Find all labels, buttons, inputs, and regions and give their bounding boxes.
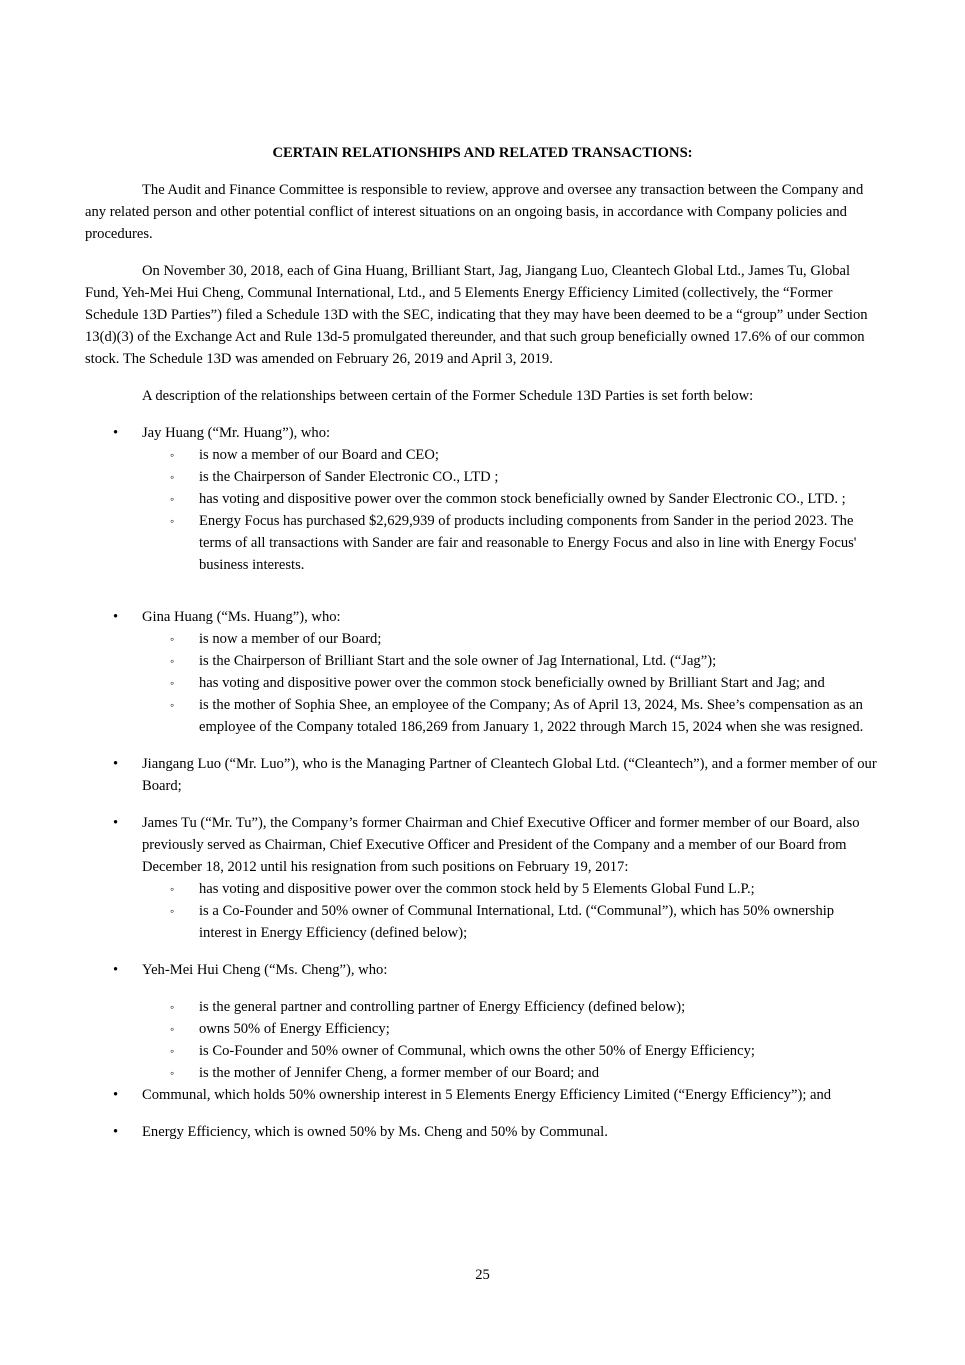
bullet-glyph: • <box>113 1087 119 1103</box>
list-item-jiangang-luo <box>85 753 880 797</box>
sub-list <box>142 878 880 944</box>
sub-item-text: is the mother of Sophia Shee, an employee of the Company; As of April 13, 2024, Ms. Shee’s compensation as an employee of the Company totaled 186,269 from January 1, 2022 through March 15, 2024 when she was resigned. <box>199 697 864 735</box>
section-title: CERTAIN RELATIONSHIPS AND RELATED TRANSACTIONS: <box>272 145 693 161</box>
sub-glyph: ◦ <box>170 676 175 690</box>
list-item-yeh-mei-hui-cheng <box>85 959 880 1084</box>
sub-glyph: ◦ <box>170 1044 175 1058</box>
sub-glyph: ◦ <box>170 882 175 896</box>
list-item-gina-huang <box>85 606 880 738</box>
sub-glyph: ◦ <box>170 1022 175 1036</box>
bullet-glyph: • <box>113 815 119 831</box>
document-page <box>85 142 880 1158</box>
bullet-glyph: • <box>113 1124 119 1140</box>
sub-item-text: is the Chairperson of Brilliant Start and the sole owner of Jag International, Ltd. (“Jag”); <box>199 653 717 669</box>
sub-item-text: has voting and dispositive power over the common stock held by 5 Elements Global Fund L.P.; <box>199 881 755 897</box>
list-item-text: James Tu (“Mr. Tu”), the Company’s former Chairman and Chief Executive Officer and former member of our Board, also previously served as Chairman, Chief Executive Officer and President of the Company and a member of our Board from December 18, 2012 until his resignation from such positions on February 19, 2017: <box>142 815 860 875</box>
sub-item-text: is the mother of Jennifer Cheng, a former member of our Board; and <box>199 1065 599 1081</box>
list-item-james-tu <box>85 812 880 944</box>
sub-item <box>142 466 880 488</box>
list-item-text: Gina Huang (“Ms. Huang”), who: <box>142 609 341 625</box>
sub-item <box>142 996 880 1018</box>
sub-item <box>142 1062 880 1084</box>
list-item-energy-efficiency <box>85 1121 880 1143</box>
sub-item-text: is the Chairperson of Sander Electronic CO., LTD ; <box>199 469 499 485</box>
sub-item-text: is now a member of our Board; <box>199 631 382 647</box>
sub-item-text: has voting and dispositive power over the common stock beneficially owned by Sander Electronic CO., LTD. ; <box>199 491 846 507</box>
sub-item <box>142 900 880 944</box>
list-item-text: Jiangang Luo (“Mr. Luo”), who is the Managing Partner of Cleantech Global Ltd. (“Cleantech”), and a former member of our Board; <box>142 756 877 794</box>
sub-item <box>142 694 880 738</box>
sub-item-text: owns 50% of Energy Efficiency; <box>199 1021 390 1037</box>
paragraph-schedule-13d: On November 30, 2018, each of Gina Huang, Brilliant Start, Jag, Jiangang Luo, Cleantech Global Ltd., James Tu, Global Fund, Yeh-Mei Hui Cheng, Communal International, Ltd., and 5 Elements Energy Efficiency Limited (collectively, the “Former Schedule 13D Parties”) filed a Schedule 13D with the SEC, indicating that they may have been deemed to be a “group” under Section 13(d)(3) of the Exchange Act and Rule 13d-5 promulgated thereunder, and that such group beneficially owned 17.6% of our common stock. The Schedule 13D was amended on February 26, 2019 and April 3, 2019. <box>85 263 868 367</box>
sub-list <box>142 628 880 738</box>
sub-item <box>142 510 880 576</box>
sub-item <box>142 1040 880 1062</box>
sub-item-text: is now a member of our Board and CEO; <box>199 447 439 463</box>
sub-list <box>142 444 880 576</box>
sub-item-text: is Co-Founder and 50% owner of Communal, which owns the other 50% of Energy Efficiency; <box>199 1043 755 1059</box>
list-item-text: Communal, which holds 50% ownership interest in 5 Elements Energy Efficiency Limited (“Energy Efficiency”); and <box>142 1087 832 1103</box>
sub-item-text: is the general partner and controlling partner of Energy Efficiency (defined below); <box>199 999 686 1015</box>
sub-item-text: has voting and dispositive power over the common stock beneficially owned by Brilliant Start and Jag; and <box>199 675 825 691</box>
sub-item <box>142 1018 880 1040</box>
sub-glyph: ◦ <box>170 470 175 484</box>
sub-item-text: Energy Focus has purchased $2,629,939 of products including components from Sander in the period 2023. The terms of all transactions with Sander are fair and reasonable to Energy Focus and also in line with Energy Focus' business interests. <box>199 513 857 573</box>
sub-item <box>142 488 880 510</box>
sub-glyph: ◦ <box>170 448 175 462</box>
sub-glyph: ◦ <box>170 514 175 528</box>
bullet-glyph: • <box>113 756 119 772</box>
sub-item <box>142 672 880 694</box>
sub-glyph: ◦ <box>170 698 175 712</box>
page-number: 25 <box>475 1267 490 1283</box>
list-item-text: Jay Huang (“Mr. Huang”), who: <box>142 425 331 441</box>
list-item-communal <box>85 1084 880 1106</box>
bullet-glyph: • <box>113 425 119 441</box>
sub-glyph: ◦ <box>170 654 175 668</box>
sub-glyph: ◦ <box>170 1066 175 1080</box>
sub-item <box>142 650 880 672</box>
sub-item <box>142 628 880 650</box>
sub-item-text: is a Co-Founder and 50% owner of Communal International, Ltd. (“Communal”), which has 50% ownership interest in Energy Efficiency (defined below); <box>199 903 835 941</box>
list-item-text: Energy Efficiency, which is owned 50% by Ms. Cheng and 50% by Communal. <box>142 1124 608 1140</box>
list-item-jay-huang <box>85 422 880 576</box>
sub-item <box>142 878 880 900</box>
sub-item <box>142 444 880 466</box>
list-item-text: Yeh-Mei Hui Cheng (“Ms. Cheng”), who: <box>142 962 388 978</box>
sub-glyph: ◦ <box>170 492 175 506</box>
sub-list <box>142 996 880 1084</box>
sub-glyph: ◦ <box>170 632 175 646</box>
sub-glyph: ◦ <box>170 904 175 918</box>
paragraph-audit-committee: The Audit and Finance Committee is responsible to review, approve and oversee any transaction between the Company and any related person and other potential conflict of interest situations on an ongoing basis, in accordance with Company policies and procedures. <box>85 182 864 242</box>
relationships-list <box>85 422 880 1143</box>
paragraph-relationships-intro: A description of the relationships between certain of the Former Schedule 13D Parties is set forth below: <box>142 388 754 404</box>
bullet-glyph: • <box>113 609 119 625</box>
bullet-glyph: • <box>113 962 119 978</box>
sub-glyph: ◦ <box>170 1000 175 1014</box>
